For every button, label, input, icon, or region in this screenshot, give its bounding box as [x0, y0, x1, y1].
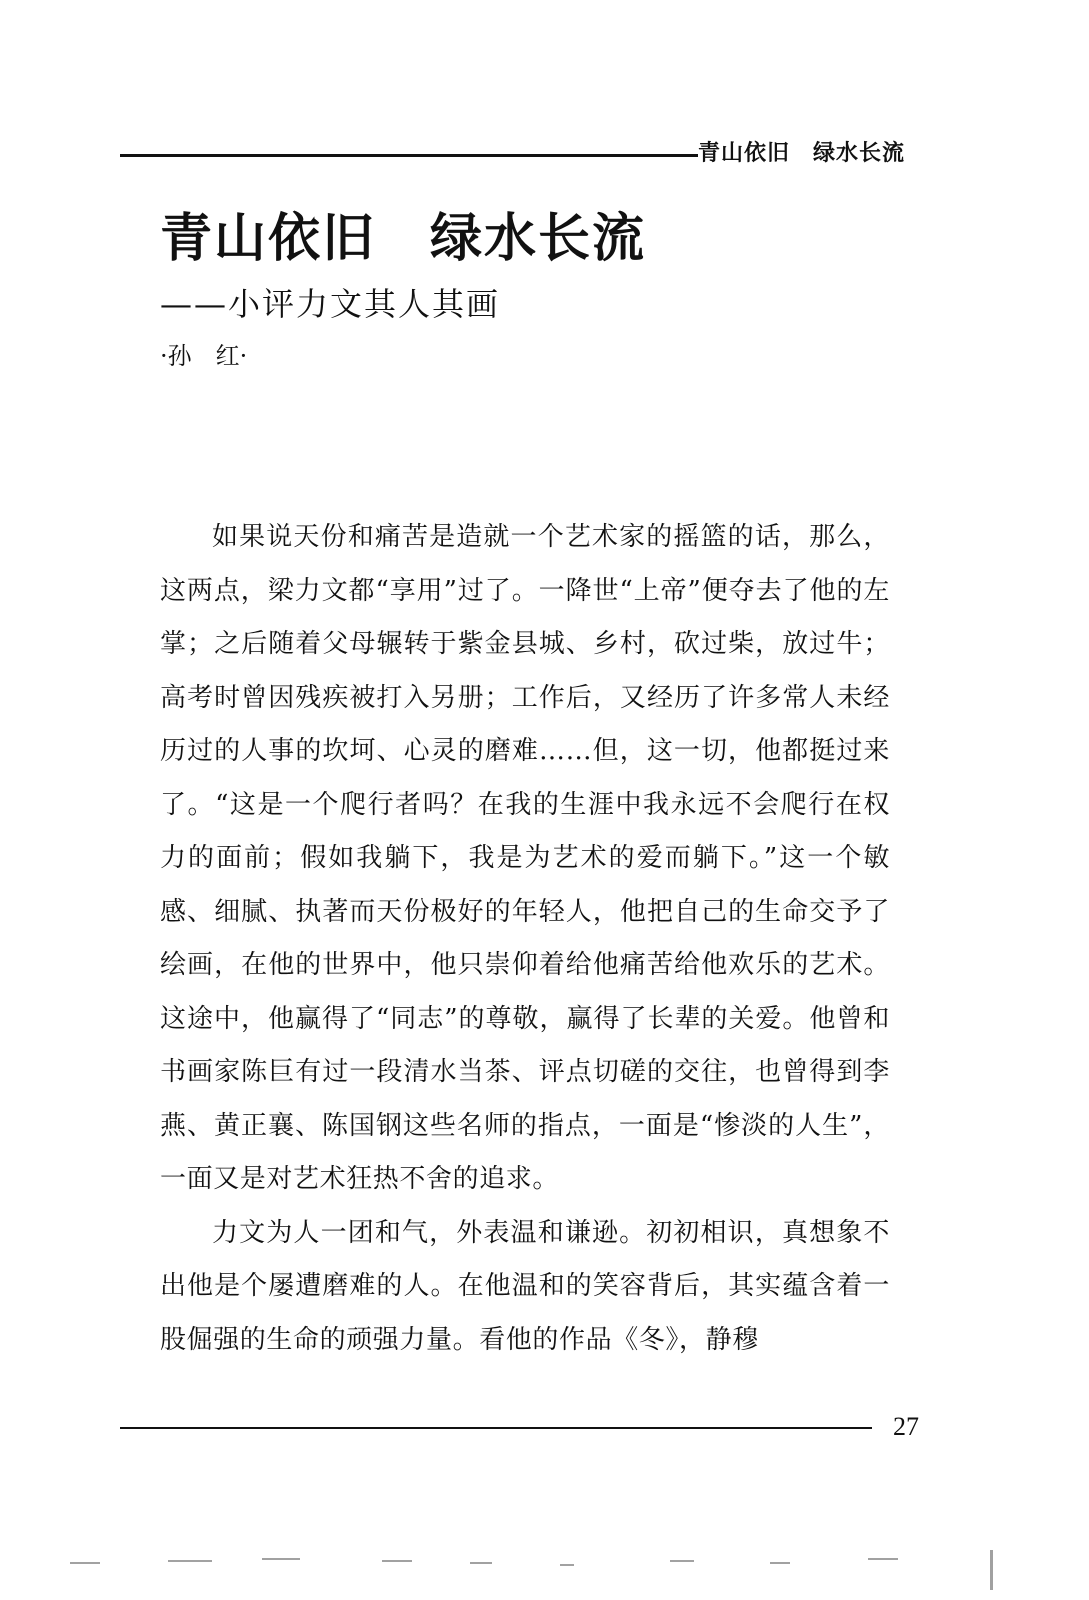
article-body — [160, 511, 890, 1367]
header-rule — [120, 154, 698, 157]
article-title: 青山依旧 绿水长流 — [160, 209, 647, 269]
running-header-text: 青山依旧 绿水长流 — [698, 141, 906, 166]
article-author: ·孙 红· — [160, 342, 248, 370]
body-paragraph: 力文为人一团和气，外表温和谦逊。初初相识，真想象不出他是个屡遭磨难的人。在他温和的笑容背后，其实蕴含着一股倔强的生命的顽强力量。看他的作品《冬》，静穆 — [160, 1217, 890, 1355]
body-paragraph: 如果说天份和痛苦是造就一个艺术家的摇篮的话，那么，这两点，梁力文都“享用”过了。一降世“上帝”便夺去了他的左掌；之后随着父母辗转于紫金县城、乡村，砍过柴，放过牛；高考时曾因残疾被打入另册；工作后，又经历了许多常人未经历过的人事的坎坷、心灵的磨难……但，这一切，他都挺过来了。“这是一个爬行者吗？在我的生涯中我永远不会爬行在权力的面前；假如我躺下，我是为艺术的爱而躺下。”这一个敏感、细腻、执著而天份极好的年轻人，他把自己的生命交予了绘画，在他的世界中，他只崇仰着给他痛苦给他欢乐的艺术。这途中，他赢得了“同志”的尊敬，赢得了长辈的关爱。他曾和书画家陈巨有过一段清水当茶、评点切磋的交往，也曾得到李燕、黄正襄、陈国钢这些名师的指点，一面是“惨淡的人生”，一面又是对艺术狂热不舍的追求。 — [160, 522, 890, 1194]
scan-noise-decoration — [0, 1540, 1089, 1600]
footer-rule — [120, 1427, 872, 1429]
page-number: 27 — [893, 1412, 919, 1441]
article-subtitle: ——小评力文其人其画 — [160, 285, 501, 323]
running-header — [120, 138, 940, 172]
